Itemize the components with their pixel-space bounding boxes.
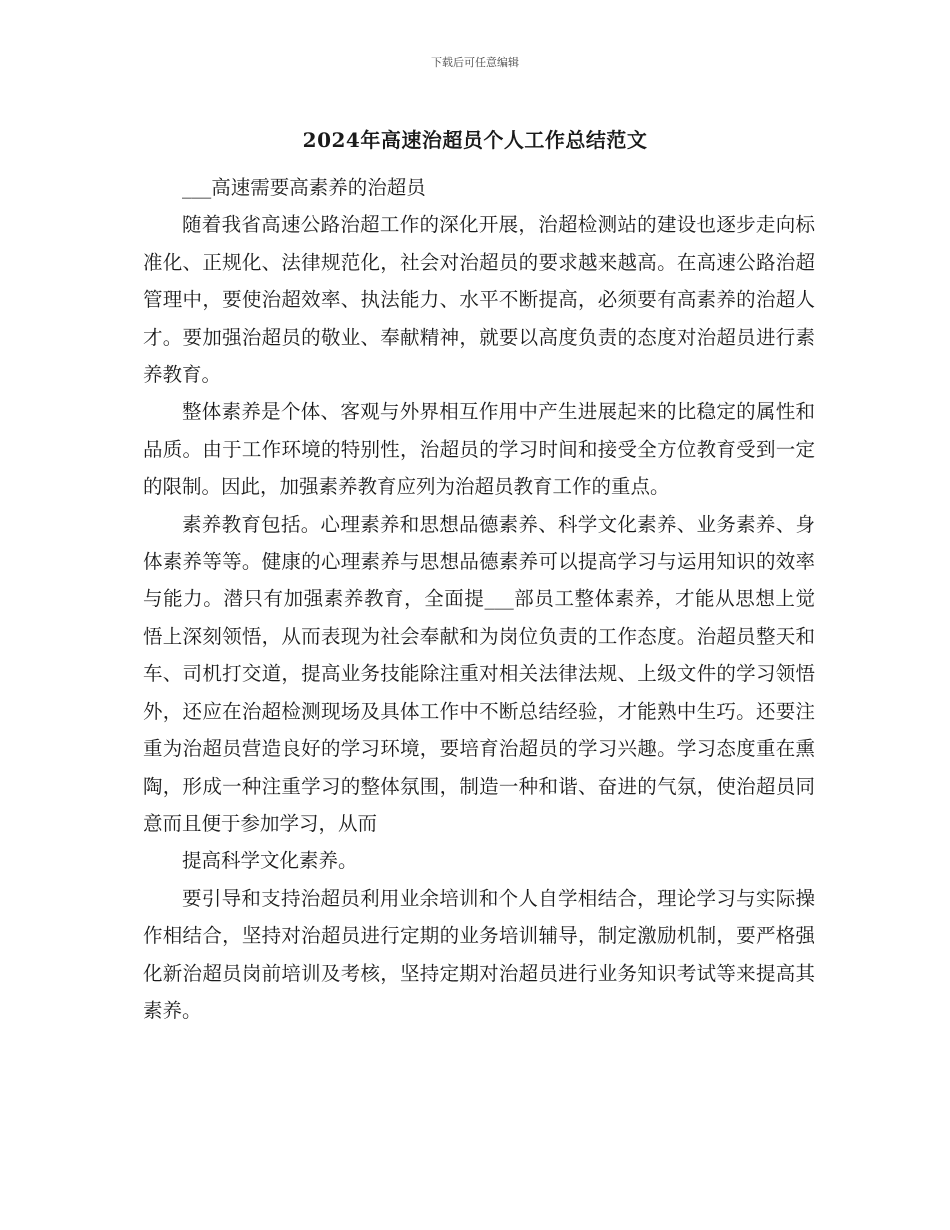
paragraph: 随着我省高速公路治超工作的深化开展，治超检测站的建设也逐步走向标准化、正规化、法律规范化，社会对治超员的要求越来越高。在高速公路治超管理中，要使治超效率、执法能力、水平不断提高，必须要有高素养的治超人才。要加强治超员的敬业、奉献精神，就要以高度负责的态度对治超员进行素养教育。 [143, 213, 815, 387]
document-body [143, 169, 815, 1029]
paragraph: 要引导和支持治超员利用业余培训和个人自学相结合，理论学习与实际操作相结合，坚持对治超员进行定期的业务培训辅导，制定激励机制，要严格强化新治超员岗前培训及考核，坚持定期对治超员进行业务知识考试等来提高其素养。 [143, 886, 815, 1022]
paragraph: 素养教育包括。心理素养和思想品德素养、科学文化素养、业务素养、身体素养等等。健康的心理素养与思想品德素养可以提高学习与运用知识的效率与能力。潜只有加强素养教育，全面提___部员工整体素养，才能从思想上觉悟上深刻领悟，从而表现为社会奉献和为岗位负责的工作态度。治超员整天和车、司机打交道，提高业务技能除注重对相关法律法规、上级文件的学习领悟外，还应在治超检测现场及具体工作中不断总结经验，才能熟中生巧。还要注重为治超员营造良好的学习环境，要培育治超员的学习兴趣。学习态度重在熏陶，形成一种注重学习的整体氛围，制造一种和谐、奋进的气氛，使治超员同意而且便于参加学习，从而 [143, 512, 815, 835]
paragraph-subheading: ___高速需要高素养的治超员 [182, 176, 426, 199]
paragraph: 整体素养是个体、客观与外界相互作用中产生进展起来的比稳定的属性和品质。由于工作环境的特别性，治超员的学习时间和接受全方位教育受到一定的限制。因此，加强素养教育应列为治超员教育工作的重点。 [143, 400, 815, 499]
document-title: 2024年高速治超员个人工作总结范文 [302, 128, 648, 152]
header-note: 下载后可任意编辑 [431, 56, 519, 69]
paragraph: 提高科学文化素养。 [182, 849, 358, 873]
